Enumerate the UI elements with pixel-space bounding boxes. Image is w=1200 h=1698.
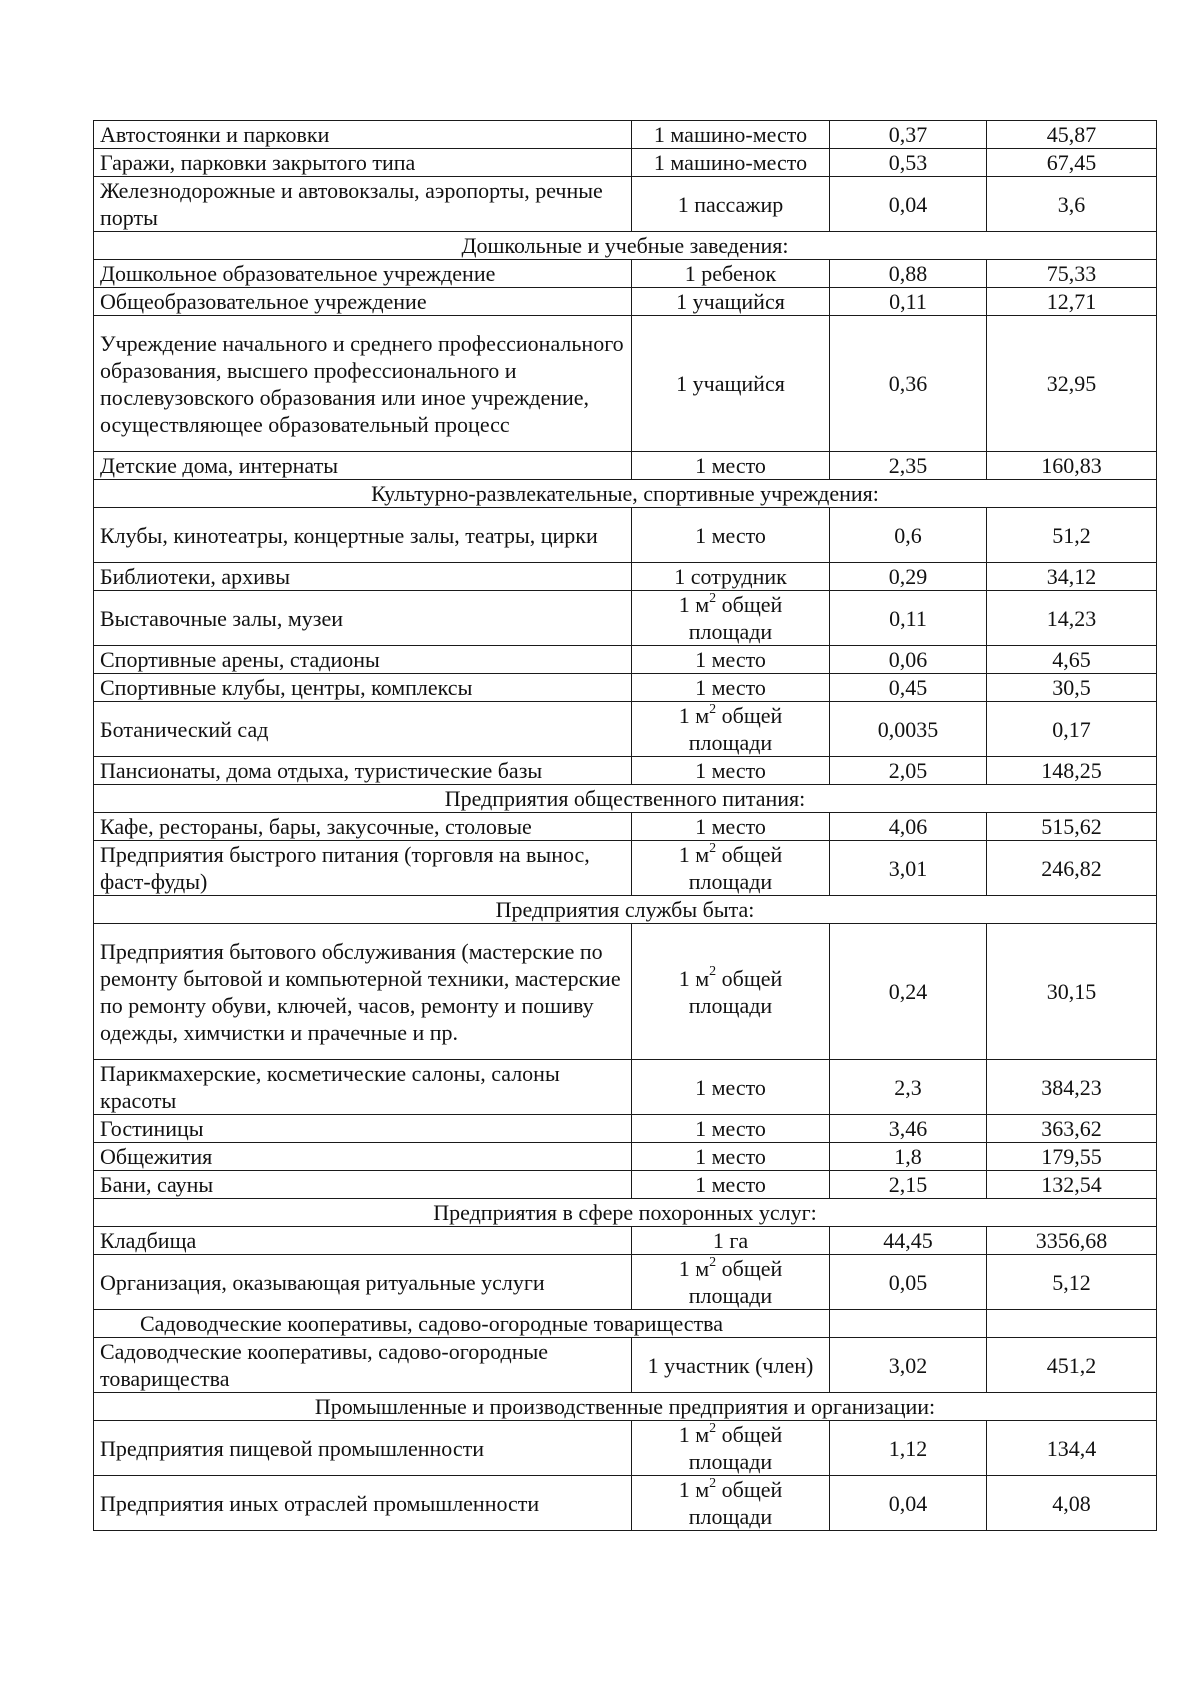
calculation-unit: 1 га — [632, 1227, 830, 1255]
calculation-unit — [632, 702, 830, 757]
facility-name: Ботанический сад — [94, 702, 632, 757]
table-row — [94, 1060, 1157, 1115]
annual-norm-tonnes: 3,01 — [830, 841, 987, 896]
annual-norm-tonnes: 4,06 — [830, 813, 987, 841]
calculation-unit: 1 место — [632, 1060, 830, 1115]
annual-norm-volume: 246,82 — [987, 841, 1157, 896]
annual-norm-tonnes: 1,12 — [830, 1421, 987, 1476]
table-row — [94, 757, 1157, 785]
facility-name: Парикмахерские, косметические салоны, салоны красоты — [94, 1060, 632, 1115]
table-row — [94, 508, 1157, 563]
facility-name: Общеобразовательное учреждение — [94, 288, 632, 316]
annual-norm-volume: 67,45 — [987, 149, 1157, 177]
area-unit-line1: 1 $м^2$ общей — [678, 701, 783, 728]
annual-norm-tonnes: 0,06 — [830, 646, 987, 674]
calculation-unit: 1 место — [632, 452, 830, 480]
annual-norm-tonnes: 0,45 — [830, 674, 987, 702]
annual-norm-tonnes: 2,05 — [830, 757, 987, 785]
section-title: Дошкольные и учебные заведения: — [94, 232, 1157, 260]
facility-name: Библиотеки, архивы — [94, 563, 632, 591]
area-unit-line2: площади — [688, 869, 773, 894]
facility-name: Кафе, рестораны, бары, закусочные, столовые — [94, 813, 632, 841]
section-title: Предприятия службы быта: — [94, 896, 1157, 924]
section-title: Предприятия общественного питания: — [94, 785, 1157, 813]
calculation-unit: 1 учащийся — [632, 316, 830, 452]
calculation-unit: 1 место — [632, 508, 830, 563]
table-row — [94, 1143, 1157, 1171]
section-row — [94, 232, 1157, 260]
annual-norm-volume: 0,17 — [987, 702, 1157, 757]
annual-norm-tonnes: 3,02 — [830, 1338, 987, 1393]
annual-norm-volume: 34,12 — [987, 563, 1157, 591]
calculation-unit: 1 сотрудник — [632, 563, 830, 591]
calculation-unit: 1 машино-место — [632, 121, 830, 149]
calculation-unit: 1 место — [632, 674, 830, 702]
annual-norm-volume: 45,87 — [987, 121, 1157, 149]
facility-name: Предприятия бытового обслуживания (мастерские по ремонту бытовой и компьютерной техники, мастерские по ремонту обуви, ключей, часов, ремонту и пошиву одежды, химчистки и прачечные и пр. — [94, 924, 632, 1060]
annual-norm-tonnes: 0,36 — [830, 316, 987, 452]
section-row — [94, 1393, 1157, 1421]
calculation-unit: 1 пассажир — [632, 177, 830, 232]
calculation-unit — [632, 1421, 830, 1476]
area-unit-line1: 1 $м^2$ общей — [678, 1420, 783, 1447]
table-row — [94, 563, 1157, 591]
area-unit-line2: площади — [688, 1283, 773, 1308]
section-row — [94, 1199, 1157, 1227]
annual-norm-volume: 5,12 — [987, 1255, 1157, 1310]
table-row — [94, 1115, 1157, 1143]
annual-norm-volume: 14,23 — [987, 591, 1157, 646]
annual-norm-volume: 515,62 — [987, 813, 1157, 841]
calculation-unit — [632, 1476, 830, 1531]
facility-name: Организация, оказывающая ритуальные услуги — [94, 1255, 632, 1310]
table-row — [94, 1171, 1157, 1199]
annual-norm-tonnes: 0,04 — [830, 177, 987, 232]
section-row — [94, 480, 1157, 508]
facility-name: Предприятия иных отраслей промышленности — [94, 1476, 632, 1531]
calculation-unit — [632, 591, 830, 646]
annual-norm-tonnes: 2,3 — [830, 1060, 987, 1115]
section-title: Промышленные и производственные предприятия и организации: — [94, 1393, 1157, 1421]
table-row — [94, 288, 1157, 316]
table-row — [94, 841, 1157, 896]
area-unit-line1: 1 $м^2$ общей — [678, 840, 783, 867]
annual-norm-tonnes: 0,11 — [830, 288, 987, 316]
calculation-unit: 1 ребенок — [632, 260, 830, 288]
annual-norm-volume: 148,25 — [987, 757, 1157, 785]
calculation-unit: 1 место — [632, 1171, 830, 1199]
calculation-unit: 1 машино-место — [632, 149, 830, 177]
area-unit-line2: площади — [688, 1504, 773, 1529]
calculation-unit: 1 место — [632, 813, 830, 841]
annual-norm-volume: 3356,68 — [987, 1227, 1157, 1255]
annual-norm-tonnes: 0,53 — [830, 149, 987, 177]
annual-norm-tonnes: 0,37 — [830, 121, 987, 149]
facility-name: Общежития — [94, 1143, 632, 1171]
annual-norm-volume: 30,15 — [987, 924, 1157, 1060]
norms-table — [93, 120, 1157, 1531]
annual-norm-volume: 363,62 — [987, 1115, 1157, 1143]
area-unit-line2: площади — [688, 730, 773, 755]
area-unit-line2: площади — [688, 619, 773, 644]
facility-name: Автостоянки и парковки — [94, 121, 632, 149]
facility-name: Пансионаты, дома отдыха, туристические базы — [94, 757, 632, 785]
table-row — [94, 316, 1157, 452]
calculation-unit: 1 место — [632, 1143, 830, 1171]
annual-norm-tonnes: 3,46 — [830, 1115, 987, 1143]
calculation-unit — [632, 924, 830, 1060]
table-row — [94, 924, 1157, 1060]
facility-name: Железнодорожные и автовокзалы, аэропорты, речные порты — [94, 177, 632, 232]
table-row — [94, 260, 1157, 288]
annual-norm-tonnes: 0,0035 — [830, 702, 987, 757]
facility-name: Детские дома, интернаты — [94, 452, 632, 480]
table-row — [94, 149, 1157, 177]
calculation-unit: 1 место — [632, 1115, 830, 1143]
facility-name: Спортивные клубы, центры, комплексы — [94, 674, 632, 702]
annual-norm-volume: 4,65 — [987, 646, 1157, 674]
annual-norm-volume: 384,23 — [987, 1060, 1157, 1115]
facility-name: Гостиницы — [94, 1115, 632, 1143]
calculation-unit — [632, 841, 830, 896]
annual-norm-tonnes: 1,8 — [830, 1143, 987, 1171]
facility-name: Предприятия пищевой промышленности — [94, 1421, 632, 1476]
annual-norm-tonnes: 0,29 — [830, 563, 987, 591]
table-row — [94, 1338, 1157, 1393]
area-unit-line1: 1 $м^2$ общей — [678, 964, 783, 991]
area-unit-line2: площади — [688, 992, 773, 1018]
section-title: Культурно-развлекательные, спортивные учреждения: — [94, 480, 1157, 508]
annual-norm-volume: 451,2 — [987, 1338, 1157, 1393]
annual-norm-tonnes: 2,15 — [830, 1171, 987, 1199]
annual-norm-volume: 4,08 — [987, 1476, 1157, 1531]
facility-name: Садоводческие кооперативы, садово-огородные товарищества — [94, 1338, 632, 1393]
section-row — [94, 1310, 1157, 1338]
table-row — [94, 813, 1157, 841]
annual-norm-tonnes: 0,24 — [830, 924, 987, 1060]
facility-name: Гаражи, парковки закрытого типа — [94, 149, 632, 177]
annual-norm-volume: 30,5 — [987, 674, 1157, 702]
table-row — [94, 121, 1157, 149]
annual-norm-volume: 12,71 — [987, 288, 1157, 316]
annual-norm-volume: 179,55 — [987, 1143, 1157, 1171]
calculation-unit: 1 место — [632, 646, 830, 674]
area-unit-line1: 1 $м^2$ общей — [678, 1475, 783, 1502]
area-unit-line2: площади — [688, 1449, 773, 1474]
facility-name: Бани, сауны — [94, 1171, 632, 1199]
annual-norm-tonnes: 0,88 — [830, 260, 987, 288]
section-title: Садоводческие кооперативы, садово-огородные товарищества — [94, 1310, 830, 1338]
facility-name: Клубы, кинотеатры, концертные залы, театры, цирки — [94, 508, 632, 563]
empty-cell-v2 — [987, 1310, 1157, 1338]
table-row — [94, 1476, 1157, 1531]
annual-norm-tonnes: 2,35 — [830, 452, 987, 480]
annual-norm-tonnes: 0,04 — [830, 1476, 987, 1531]
table-row — [94, 1227, 1157, 1255]
calculation-unit — [632, 1255, 830, 1310]
facility-name: Дошкольное образовательное учреждение — [94, 260, 632, 288]
annual-norm-volume: 3,6 — [987, 177, 1157, 232]
annual-norm-tonnes: 0,11 — [830, 591, 987, 646]
table-row — [94, 1255, 1157, 1310]
facility-name: Предприятия быстрого питания (торговля на вынос, фаст-фуды) — [94, 841, 632, 896]
annual-norm-volume: 51,2 — [987, 508, 1157, 563]
table-row — [94, 591, 1157, 646]
calculation-unit: 1 участник (член) — [632, 1338, 830, 1393]
facility-name: Спортивные арены, стадионы — [94, 646, 632, 674]
annual-norm-tonnes: 0,6 — [830, 508, 987, 563]
table-row — [94, 1421, 1157, 1476]
table-row — [94, 702, 1157, 757]
calculation-unit: 1 учащийся — [632, 288, 830, 316]
annual-norm-volume: 160,83 — [987, 452, 1157, 480]
annual-norm-volume: 75,33 — [987, 260, 1157, 288]
annual-norm-volume: 32,95 — [987, 316, 1157, 452]
area-unit-line1: 1 $м^2$ общей — [678, 590, 783, 617]
facility-name: Учреждение начального и среднего профессионального образования, высшего профессионального и послевузовского образования или иное учреждение, осуществляющее образовательный процесс — [94, 316, 632, 452]
annual-norm-volume: 132,54 — [987, 1171, 1157, 1199]
section-row — [94, 896, 1157, 924]
empty-cell-v1 — [830, 1310, 987, 1338]
norms-table-body — [94, 121, 1157, 1531]
calculation-unit: 1 место — [632, 757, 830, 785]
area-unit-line1: 1 $м^2$ общей — [678, 1254, 783, 1281]
annual-norm-tonnes: 0,05 — [830, 1255, 987, 1310]
facility-name: Кладбища — [94, 1227, 632, 1255]
annual-norm-volume: 134,4 — [987, 1421, 1157, 1476]
section-title: Предприятия в сфере похоронных услуг: — [94, 1199, 1157, 1227]
table-row — [94, 177, 1157, 232]
annual-norm-tonnes: 44,45 — [830, 1227, 987, 1255]
facility-name: Выставочные залы, музеи — [94, 591, 632, 646]
section-row — [94, 785, 1157, 813]
table-row — [94, 646, 1157, 674]
table-row — [94, 674, 1157, 702]
table-row — [94, 452, 1157, 480]
